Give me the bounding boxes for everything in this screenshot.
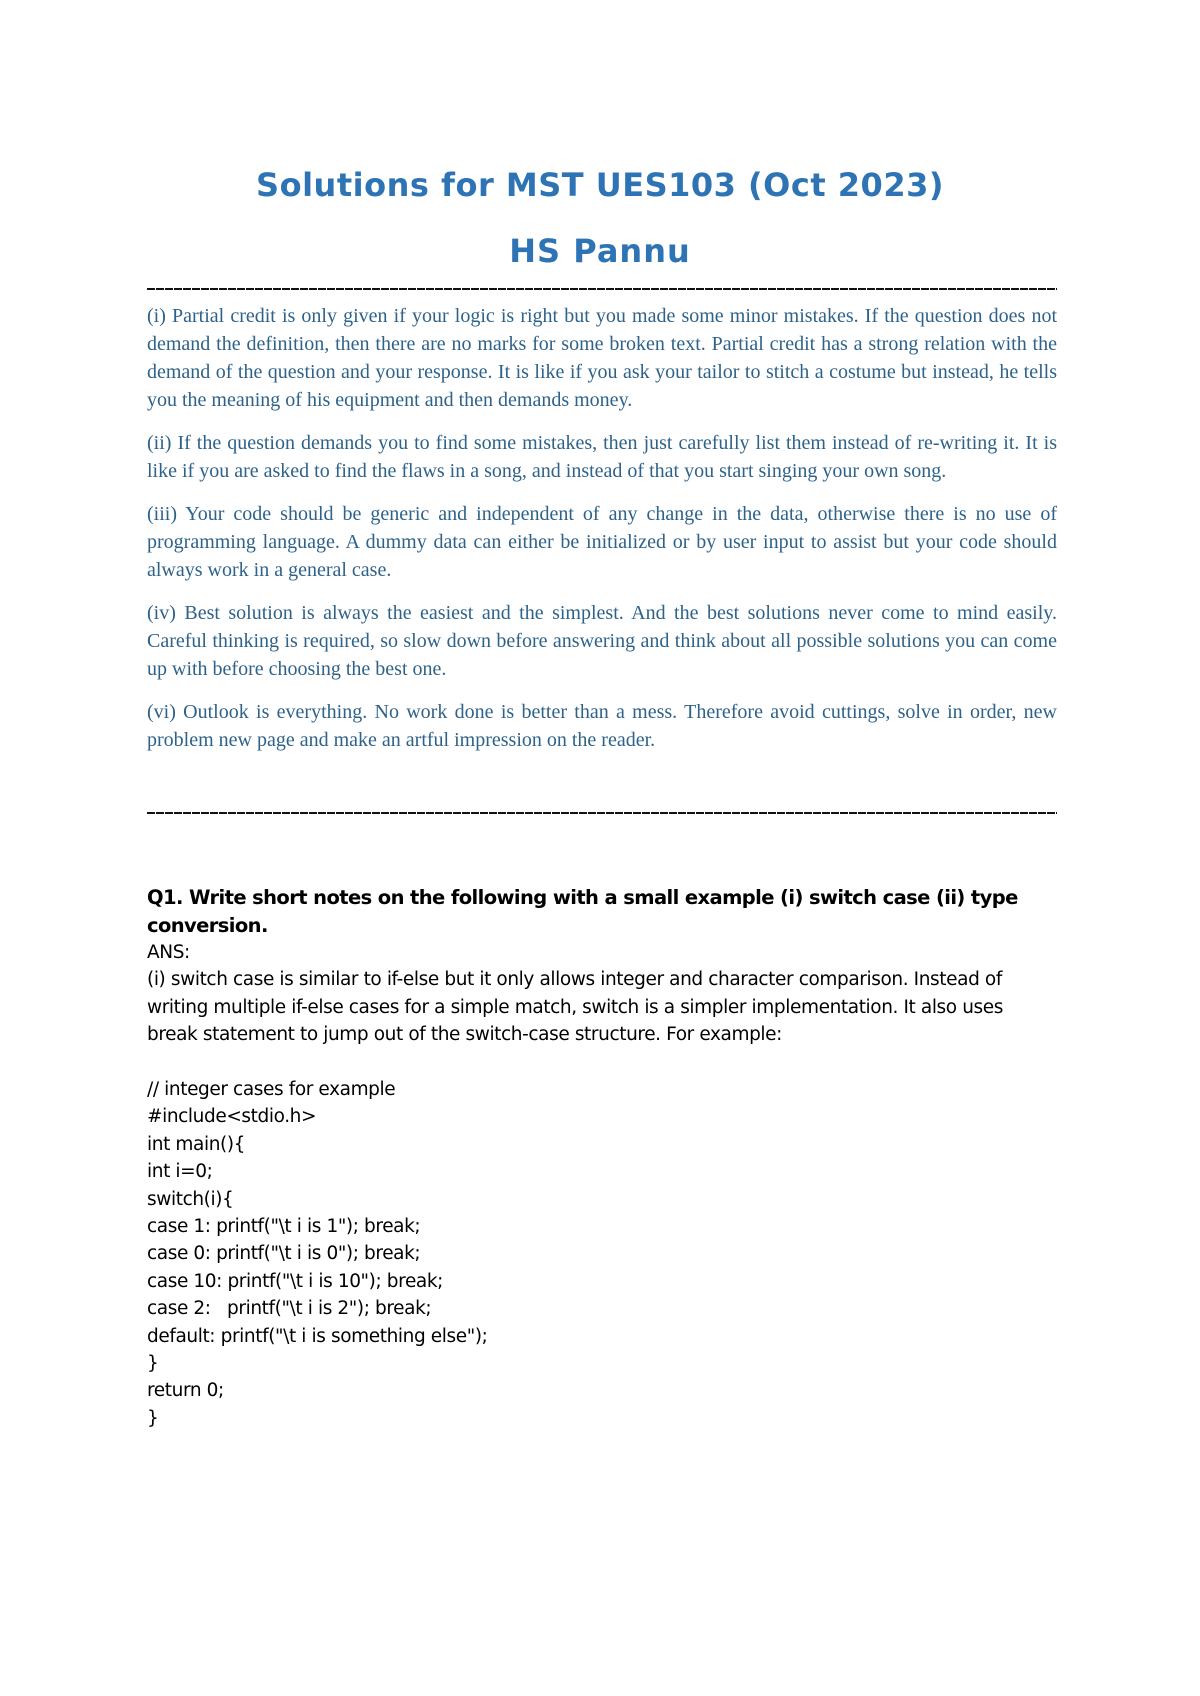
note-5: (vi) Outlook is everything. No work done is better than a mess. Therefore avoid cuttings, solve in order, new problem new page and make an artful impression on the reader. (147, 701, 1057, 751)
question-1: Q1. Write short notes on the following with a small example (i) switch case (ii) type conversion. (147, 886, 1018, 937)
bottom-divider (147, 806, 1057, 820)
code-line: return 0; (147, 1380, 224, 1402)
note-3: (iii) Your code should be generic and independent of any change in the data, otherwise there is no use of programming language. A dummy data can either be initialized or by user input to assist but your code should always work in a general case. (147, 503, 1057, 581)
code-line: // integer cases for example (147, 1079, 396, 1101)
document-author: HS Pannu (509, 232, 691, 270)
code-line: #include<stdio.h> (147, 1106, 317, 1128)
answer-text-line: (i) switch case is similar to if-else but it only allows integer and character comparison. Instead of (147, 969, 1002, 991)
code-line: } (147, 1353, 159, 1375)
code-line: case 10: printf("\t i is 10"); break; (147, 1270, 444, 1292)
answer-label: ANS: (147, 942, 190, 963)
document-title: Solutions for MST UES103 (Oct 2023) (256, 166, 944, 204)
grading-notes (147, 302, 1057, 769)
code-line: default: printf("\t i is something else"); (147, 1325, 488, 1347)
code-line: case 1: printf("\t i is 1"); break; (147, 1216, 421, 1238)
answer-block (147, 939, 1057, 1432)
code-line: switch(i){ (147, 1188, 234, 1210)
note-1: (i) Partial credit is only given if your logic is right but you made some minor mistakes. If the question does not demand the definition, then there are no marks for some broken text. Partial credit has a strong relation with the demand of the question and your response. It is like if you ask your tailor to stitch a costume but instead, he tells you the meaning of his equipment and then demands money. (147, 305, 1057, 411)
code-line: } (147, 1407, 159, 1429)
blank-line (147, 1049, 1057, 1076)
note-4: (iv) Best solution is always the easiest and the simplest. And the best solutions never come to mind easily. Careful thinking is required, so slow down before answering and think about all possible solutions you can come up with before choosing the best one. (147, 602, 1057, 680)
note-2: (ii) If the question demands you to find some mistakes, then just carefully list them instead of re-writing it. It is like if you are asked to find the flaws in a song, and instead of that you start singing your own song. (147, 432, 1057, 482)
answer-text-line: break statement to jump out of the switch-case structure. For example: (147, 1024, 782, 1046)
top-divider (147, 282, 1057, 296)
code-line: int main(){ (147, 1133, 246, 1155)
answer-text-line: writing multiple if-else cases for a simple match, switch is a simpler implementation. It also uses (147, 996, 1003, 1018)
code-line: case 2: printf("\t i is 2"); break; (147, 1298, 432, 1320)
code-line: case 0: printf("\t i is 0"); break; (147, 1243, 421, 1265)
code-line: int i=0; (147, 1161, 213, 1183)
